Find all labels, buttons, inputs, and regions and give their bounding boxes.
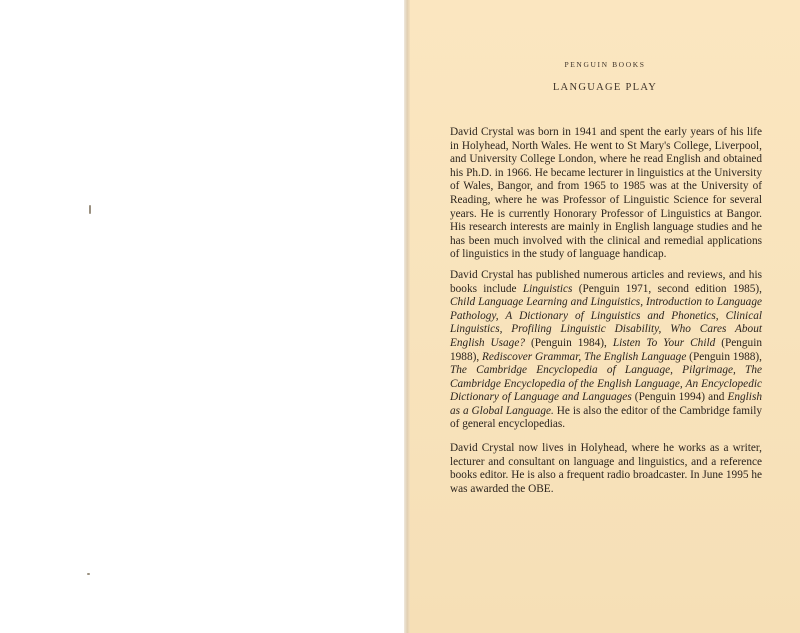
bio-text: (Penguin 1984), <box>525 336 613 349</box>
bio-paragraph-current: David Crystal now lives in Holyhead, where he works as a writer, lecturer and consultant on language and linguistics, and a reference books editor. He is also a frequent radio broadcaster. In June 1995 he was awarded the OBE. <box>450 442 762 495</box>
bio-paragraph-publications <box>450 269 762 432</box>
bio-text: (Penguin 1994) and <box>631 391 728 404</box>
author-biography <box>450 126 762 503</box>
book-title-italic: English as a Global Language. <box>450 391 762 417</box>
bio-text: (Penguin 1988), <box>450 336 762 363</box>
book-title-italic: Child Language Learning and Linguistics, Introduction to Language Pathology, A Dictionary of Linguistics and Phonetics, Clinical Linguistics, Profiling Linguistic Disability, Who Cares About English Usage? <box>450 296 762 349</box>
bio-text: (Penguin 1971, second edition 1985), <box>572 282 762 295</box>
book-title: LANGUAGE PLAY <box>552 82 658 93</box>
bio-text: David Crystal has published numerous articles and reviews, and his books include <box>450 268 762 295</box>
book-title-italic: The Cambridge Encyclopedia of Language, Pilgrimage, The Cambridge Encyclopedia of the English Language, An Encyclopedic Dictionary of Language and Languages <box>450 364 762 404</box>
paper-speck <box>89 205 91 214</box>
bio-text: He is also the editor of the Cambridge family of general encyclopedias. <box>450 404 762 431</box>
paper-speck <box>87 573 90 575</box>
book-title-italic: Linguistics <box>522 282 573 295</box>
book-title-italic: Listen To Your Child <box>612 336 716 349</box>
bio-paragraph-early-life: David Crystal was born in 1941 and spent the early years of his life in Holyhead, North Wales. He went to St Mary's College, Liverpool, and University College London, where he read English and obtained his Ph.D. in 1966. He became lecturer in linguistics at the University of Wales, Bangor, and from 1965 to 1985 was at the University of Reading, where he was Professor of Linguistic Science for several years. He is currently Honorary Professor of Linguistics at Bangor. His research interests are mainly in English language studies and he has been much involved with the clinical and remedial applications of linguistics in the study of language handicap. <box>450 126 762 261</box>
publisher-name: PENGUIN BOOKS <box>564 60 646 69</box>
book-title-italic: Rediscover Grammar, The English Language <box>482 350 687 363</box>
bio-text: (Penguin 1988), <box>686 350 762 363</box>
